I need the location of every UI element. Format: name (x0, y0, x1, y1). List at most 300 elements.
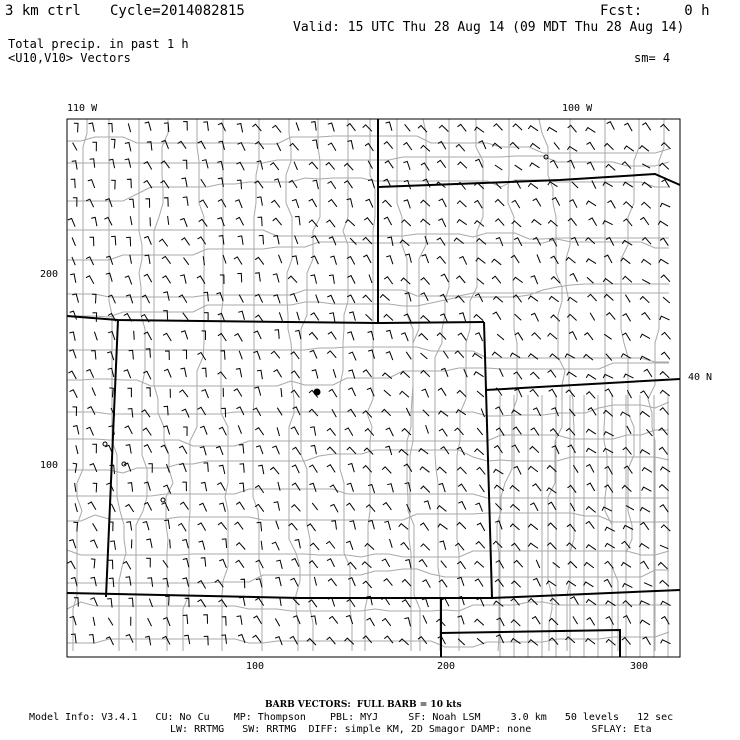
wind-barb (659, 259, 669, 264)
wind-barb (605, 467, 613, 475)
wind-barb (309, 409, 318, 416)
wind-barb (474, 315, 484, 321)
wind-barb (347, 447, 356, 454)
wind-barb (474, 201, 482, 209)
wind-barb (130, 255, 132, 264)
wind-barb (459, 313, 466, 322)
wind-barb (439, 484, 446, 493)
wind-barb (660, 238, 668, 246)
wind-barb (622, 240, 632, 245)
wind-barb (274, 502, 280, 511)
wind-barb (439, 429, 447, 437)
wind-barb (255, 294, 263, 302)
wind-barb (495, 521, 502, 530)
wind-barb (569, 332, 577, 340)
wind-barb (532, 617, 540, 625)
wind-barb (162, 276, 170, 284)
wind-barb (236, 543, 245, 550)
wind-barb (403, 143, 412, 150)
wind-barb (311, 275, 317, 284)
wind-barb (69, 332, 75, 341)
wind-barb (255, 428, 264, 435)
wind-barb (290, 578, 298, 586)
wind-barb (640, 620, 650, 625)
wind-barb (624, 374, 634, 378)
wind-barb (123, 562, 131, 570)
wind-barb (365, 544, 374, 550)
wind-barb (362, 562, 371, 568)
wind-barb (312, 370, 318, 379)
wind-barb (181, 331, 188, 340)
wind-barb (239, 445, 244, 454)
wind-barb (75, 503, 77, 512)
wind-barb (183, 122, 187, 131)
wind-barb (348, 578, 355, 586)
wind-barb (586, 238, 595, 244)
wind-barb (68, 371, 76, 379)
wind-barb (72, 161, 77, 170)
wind-barb (457, 391, 466, 397)
wind-barb (348, 409, 356, 417)
wind-barb (329, 389, 337, 397)
wind-barb (495, 219, 504, 226)
wind-barb (164, 369, 171, 377)
wind-barb (126, 577, 131, 586)
wind-barb (273, 236, 279, 245)
wind-barb (125, 426, 133, 434)
wind-barb (623, 601, 632, 607)
wind-barb (528, 466, 538, 472)
wind-barb (514, 561, 523, 568)
wind-barb (533, 578, 541, 586)
wind-barb (441, 598, 449, 606)
wind-barb (275, 577, 281, 586)
wind-barb (363, 295, 372, 302)
wind-barb (419, 560, 427, 567)
wind-barb (261, 541, 262, 550)
wind-barb (348, 562, 357, 569)
wind-barb (126, 445, 132, 454)
wind-barb (329, 275, 334, 284)
wind-barb (363, 255, 371, 263)
wind-barb (124, 370, 131, 378)
wind-barb (348, 370, 355, 379)
wind-barb (180, 219, 187, 227)
wind-barb (219, 503, 225, 512)
wind-barb (623, 276, 632, 282)
wind-barb (566, 581, 576, 586)
wind-barb (145, 636, 151, 645)
wind-barb (384, 217, 392, 225)
wind-barb (347, 483, 354, 492)
wind-barb (640, 218, 649, 225)
wind-barb (86, 427, 93, 435)
wind-barb (438, 219, 446, 227)
wind-barb (477, 279, 484, 285)
wind-barb (309, 465, 317, 473)
wind-barb (438, 524, 448, 529)
wind-barb (272, 542, 280, 550)
wind-barb (367, 618, 375, 626)
wind-barb (204, 636, 209, 645)
wind-barb (382, 409, 391, 415)
wind-barb (159, 239, 168, 246)
wind-barb (402, 580, 411, 587)
forecast-hour: Fcst: 0 h (600, 3, 710, 19)
wind-barb (183, 350, 187, 359)
wind-barb (473, 354, 483, 359)
wind-barb (456, 276, 465, 283)
wind-barb (292, 447, 300, 455)
wind-barb (421, 278, 430, 285)
wind-barb (347, 599, 355, 607)
wind-barb (477, 391, 484, 397)
wind-barb (421, 219, 431, 225)
wind-barb (458, 124, 467, 131)
wind-barb (624, 146, 634, 151)
wind-barb (290, 636, 298, 644)
wind-barb (277, 427, 279, 436)
wind-barb (586, 392, 595, 399)
wind-barb (474, 449, 483, 455)
wind-barb (93, 483, 97, 492)
wind-barb (363, 370, 372, 377)
wind-barb (404, 200, 411, 209)
wind-barb (237, 616, 242, 625)
wind-barb (127, 179, 131, 188)
wind-barb (329, 237, 336, 245)
valid-time: Valid: 15 UTC Thu 28 Aug 14 (09 MDT Thu 28 Aug 14) (293, 20, 685, 35)
wind-barb (198, 523, 206, 531)
wind-barb (216, 447, 223, 455)
wind-barb (458, 484, 466, 492)
wind-barb (640, 601, 650, 605)
wind-barb (474, 372, 484, 377)
wind-barb (126, 237, 131, 246)
wind-barb (382, 619, 391, 626)
wind-barb (456, 144, 465, 151)
wind-barb (145, 199, 149, 208)
wind-barb (441, 274, 449, 282)
wind-barb (252, 124, 261, 131)
wind-barb (400, 372, 409, 378)
wind-barb (88, 180, 95, 188)
wind-barb (350, 238, 356, 245)
wind-barb (86, 199, 94, 207)
vector-title: <U10,V10> Vectors (8, 51, 131, 65)
wind-barb (640, 297, 649, 303)
wind-barb (660, 408, 669, 415)
wind-barb (528, 296, 538, 301)
wind-barb (537, 255, 540, 263)
wind-barb (368, 485, 375, 494)
wind-barb (295, 216, 300, 225)
x-tick-100: 100 (246, 661, 265, 672)
wind-barb (71, 578, 77, 587)
wind-barb (145, 122, 151, 131)
wind-barb (479, 141, 486, 149)
wind-barb (327, 465, 335, 473)
field-title: Total precip. in past 1 h (8, 37, 189, 51)
wind-barb (477, 467, 486, 474)
wind-barb (111, 139, 115, 148)
wind-barb (198, 353, 206, 361)
wind-barb (514, 466, 522, 474)
wind-barb (587, 618, 595, 626)
wind-barb (281, 388, 282, 397)
wind-barb (181, 178, 187, 187)
small-marker (103, 442, 107, 446)
wind-barb (363, 581, 372, 588)
wind-barb (605, 543, 615, 548)
wind-barb (400, 391, 409, 397)
wind-barb (326, 541, 335, 548)
wind-barb (642, 487, 652, 491)
wind-barb (307, 639, 316, 646)
wind-barb (475, 294, 483, 302)
wind-barb (515, 165, 522, 170)
lon-label-100w: 100 W (562, 103, 593, 114)
wind-barb (514, 389, 522, 397)
wind-barb (387, 237, 393, 246)
wind-barb (401, 333, 408, 341)
wind-barb (605, 527, 615, 531)
wind-barb (624, 123, 632, 131)
wind-barb (255, 257, 264, 264)
wind-barb (345, 428, 353, 436)
wind-barb (437, 238, 445, 246)
wind-barb (418, 637, 427, 644)
wind-barb (640, 391, 648, 399)
wind-barb (623, 584, 633, 588)
wind-barb (401, 543, 410, 550)
wind-barb (549, 389, 557, 397)
wind-barb (399, 639, 408, 645)
wind-barb (183, 559, 189, 568)
wind-barb (274, 179, 281, 188)
wind-barb (92, 444, 96, 453)
wind-barb (238, 143, 246, 151)
wind-barb (275, 330, 280, 339)
wind-barb (329, 616, 338, 623)
wind-barb (510, 353, 520, 358)
wind-barb (662, 332, 671, 339)
wind-barb (238, 236, 243, 245)
wind-barb (198, 141, 206, 149)
wind-barb (327, 295, 334, 303)
wind-barb (239, 295, 243, 303)
wind-barb (144, 181, 152, 189)
wind-barb (568, 219, 577, 226)
wind-barb (423, 410, 429, 416)
wind-barb (328, 143, 336, 151)
wind-barb (201, 482, 207, 491)
wind-barb (73, 143, 77, 151)
wind-barb (422, 599, 429, 608)
wind-barb (126, 295, 133, 304)
wind-barb (92, 294, 96, 303)
wind-barb (347, 332, 354, 341)
wind-barb (441, 368, 448, 376)
wind-barb (198, 581, 206, 589)
wind-barb (182, 482, 186, 491)
wind-barb (549, 619, 558, 625)
wind-barb (200, 426, 207, 434)
wind-barb (309, 333, 318, 340)
wind-barb (550, 256, 558, 264)
wind-barb (385, 446, 391, 455)
wind-barb (570, 597, 578, 605)
wind-barb (587, 483, 595, 491)
wind-barb (404, 464, 412, 472)
wind-barb (215, 580, 224, 587)
wind-barb (401, 278, 410, 284)
wind-barb (455, 543, 464, 550)
wind-barb (184, 258, 189, 265)
wind-barb (567, 147, 577, 152)
wind-barb (383, 503, 392, 510)
wind-barb (475, 333, 482, 341)
wind-barb (421, 200, 430, 206)
wind-barb (75, 483, 76, 492)
wind-barb (494, 601, 504, 606)
wind-barb (71, 634, 76, 643)
wind-barb (199, 219, 208, 226)
wind-barb (661, 640, 671, 644)
wind-barb (385, 161, 394, 168)
smoothing-label: sm= 4 (634, 51, 671, 65)
wind-barb (660, 203, 670, 207)
wind-barb (365, 429, 374, 436)
wind-barb (511, 620, 520, 626)
wind-barb (276, 560, 282, 569)
city-marker (314, 389, 321, 396)
wind-barb (179, 463, 186, 472)
wind-barb (222, 539, 227, 548)
wind-barb (86, 257, 94, 265)
wind-barb (289, 180, 297, 188)
model-info-line2: LW: RRTMG SW: RRTMG DIFF: simple KM, 2D Smagor DAMP: none SFLAY: Eta (170, 724, 652, 735)
wind-barb (568, 486, 577, 493)
wind-barb (641, 260, 651, 265)
wind-barb (658, 563, 667, 569)
wind-barb (292, 465, 300, 473)
wind-barb (331, 521, 336, 530)
wind-barb (234, 389, 242, 397)
wind-barb (163, 333, 171, 341)
wind-barb (512, 200, 520, 208)
wind-barb (279, 255, 282, 263)
wind-barb (604, 579, 612, 587)
wind-barb (640, 508, 650, 513)
wind-barb (288, 276, 297, 283)
wind-barb (640, 523, 649, 530)
wind-barb (73, 198, 77, 207)
wind-barb (128, 123, 130, 132)
wind-barb (273, 218, 282, 225)
wind-barb (73, 463, 77, 473)
wind-barb (511, 256, 519, 264)
wind-barb (533, 199, 541, 207)
wind-barb (328, 332, 336, 340)
wind-barb (551, 408, 558, 416)
wind-barb (369, 275, 372, 284)
wind-barb (144, 274, 152, 282)
wind-barb (384, 579, 393, 586)
wind-barb (258, 465, 264, 474)
wind-barb (92, 142, 96, 151)
wind-barb (528, 183, 538, 188)
wind-barb (106, 637, 114, 645)
wind-barb (455, 351, 464, 358)
wind-barb (406, 352, 411, 360)
wind-barb (127, 388, 131, 397)
wind-barb (365, 144, 373, 152)
wind-barb (510, 486, 520, 492)
wind-barb (234, 334, 242, 342)
wind-barb (69, 350, 76, 359)
wind-barb (437, 467, 446, 473)
wind-barb (421, 353, 428, 359)
wind-barb (382, 467, 391, 474)
wind-barb (586, 259, 596, 264)
wind-barb (179, 295, 187, 303)
wind-barb (660, 163, 669, 169)
wind-barb (439, 125, 448, 131)
y-tick-100: 100 (40, 460, 59, 471)
wind-barb (405, 124, 411, 131)
wind-barb (146, 388, 150, 397)
wind-barb (477, 638, 484, 644)
wind-barb (455, 428, 464, 435)
wind-barb (603, 182, 613, 186)
wind-barb (146, 539, 152, 548)
wind-barb (532, 220, 542, 225)
wind-barb (72, 294, 78, 303)
wind-barb (660, 545, 668, 549)
wind-barb (348, 464, 354, 473)
wind-barb (640, 561, 648, 569)
wind-barb (273, 295, 280, 304)
wind-barb (586, 600, 596, 605)
wind-barb (437, 257, 446, 264)
wind-barb (312, 503, 318, 510)
wind-barb (259, 235, 264, 244)
wind-barb (513, 277, 523, 282)
wind-barb (313, 180, 319, 189)
wind-barb (528, 640, 538, 646)
wind-barb (68, 561, 76, 569)
wind-barb (91, 351, 96, 360)
wind-barb (271, 351, 280, 358)
wind-barb (128, 409, 133, 418)
wind-barb (386, 428, 394, 436)
wind-barb (584, 563, 594, 568)
wind-barb (111, 180, 115, 189)
wind-barb (297, 312, 300, 321)
wind-barb (74, 123, 78, 132)
wind-barb (495, 200, 504, 206)
wind-barb (182, 409, 189, 417)
wind-barb (626, 506, 634, 510)
wind-barb (528, 126, 538, 131)
wind-barb (405, 560, 411, 569)
wind-barb (495, 407, 503, 415)
wind-barb (71, 179, 76, 188)
wind-barb (513, 124, 522, 130)
wind-barb (659, 428, 668, 435)
wind-barb (89, 123, 95, 132)
